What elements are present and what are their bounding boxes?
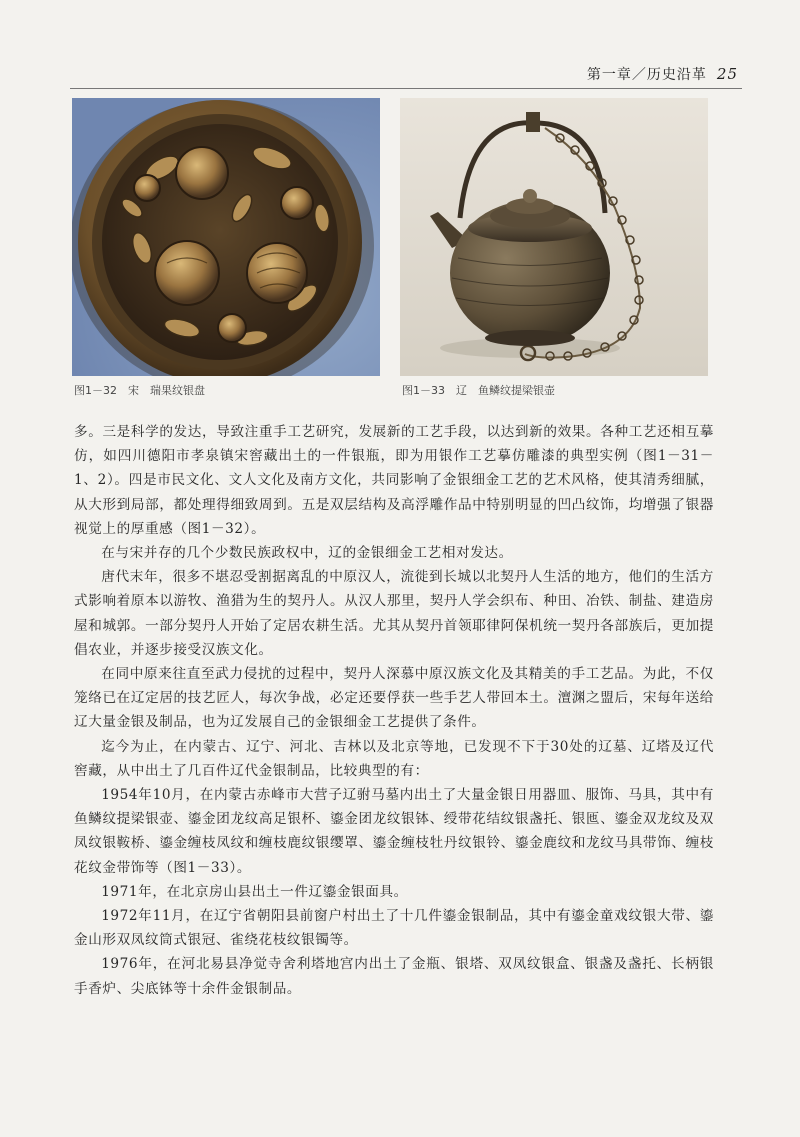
- paragraph: 多。三是科学的发达，导致注重手工艺研究，发展新的工艺手段，以达到新的效果。各种工艺还相互摹仿，如四川德阳市孝泉镇宋窖藏出土的一件银瓶，即为用银作工艺摹仿雕漆的典型实例（图1－31－1、2）。四是市民文化、文人文化及南方文化，共同影响了金银细金工艺的艺术风格，使其清秀细腻，从大形到局部，都处理得细致周到。五是双层结构及高浮雕作品中特别明显的凹凸纹饰，均增强了银器视觉上的厚重感（图1－32）。: [74, 424, 714, 537]
- figure-silver-plate: [72, 98, 380, 376]
- paragraph: 1976年，在河北易县净觉寺舍利塔地宫内出土了金瓶、银塔、双凤纹银盒、银盏及盏托、长柄银手香炉、尖底钵等十余件金银制品。: [74, 956, 714, 997]
- page-number: 25: [716, 65, 738, 83]
- paragraph: 1954年10月，在内蒙古赤峰市大营子辽驸马墓内出土了大量金银日用器皿、服饰、马具，其中有鱼鳞纹提梁银壶、鎏金团龙纹高足银杯、鎏金团龙纹银钵、绶带花结纹银盏托、银匜、鎏金双龙纹及双凤纹银鞍桥、鎏金缠枝凤纹和缠枝鹿纹银缨罩、鎏金缠枝牡丹纹银铃、鎏金鹿纹和龙纹马具带饰、缠枝花纹金带饰等（图1－33）。: [74, 787, 714, 876]
- silver-plate-image: [72, 98, 380, 376]
- figure-caption-1: 图1－32 宋 瑞果纹银盘: [74, 384, 205, 397]
- header-rule: [70, 88, 742, 89]
- paragraph: 迄今为止，在内蒙古、辽宁、河北、吉林以及北京等地，已发现不下于30处的辽墓、辽塔及辽代窖藏，从中出土了几百件辽代金银制品，比较典型的有：: [74, 738, 714, 779]
- running-head: [587, 64, 738, 84]
- figure-caption-2: 图1－33 辽 鱼鳞纹提梁银壶: [402, 384, 555, 397]
- paragraph: 1971年，在北京房山县出土一件辽鎏金银面具。: [101, 883, 408, 900]
- page-header: [0, 60, 800, 90]
- body-text: [74, 420, 714, 1001]
- figure-silver-teapot: [400, 98, 708, 376]
- paragraph: 在同中原来往直至武力侵扰的过程中，契丹人深慕中原汉族文化及其精美的手工艺品。为此，不仅笼络已在辽定居的技艺匠人，每次争战，必定还要俘获一些手艺人带回本土。澶渊之盟后，宋每年送给辽大量金银及制品，也为辽发展自己的金银细金工艺提供了条件。: [74, 666, 714, 731]
- paragraph: 1972年11月，在辽宁省朝阳县前窗户村出土了十几件鎏金银制品，其中有鎏金童戏纹银大带、鎏金山形双凤纹筒式银冠、雀绕花枝纹银镯等。: [74, 908, 714, 949]
- silver-teapot-image: [400, 98, 708, 376]
- paragraph: 唐代末年，很多不堪忍受割据离乱的中原汉人，流徙到长城以北契丹人生活的地方，他们的生活方式影响着原本以游牧、渔猎为生的契丹人。从汉人那里，契丹人学会织布、种田、冶铁、制盐、建造房屋和城郭。一部分契丹人开始了定居农耕生活。尤其从契丹首领耶律阿保机统一契丹各部族后，更加提倡农业，并逐步接受汉族文化。: [74, 569, 714, 658]
- paragraph: 在与宋并存的几个少数民族政权中，辽的金银细金工艺相对发达。: [101, 545, 513, 562]
- chapter-title: 第一章／历史沿革: [586, 67, 707, 83]
